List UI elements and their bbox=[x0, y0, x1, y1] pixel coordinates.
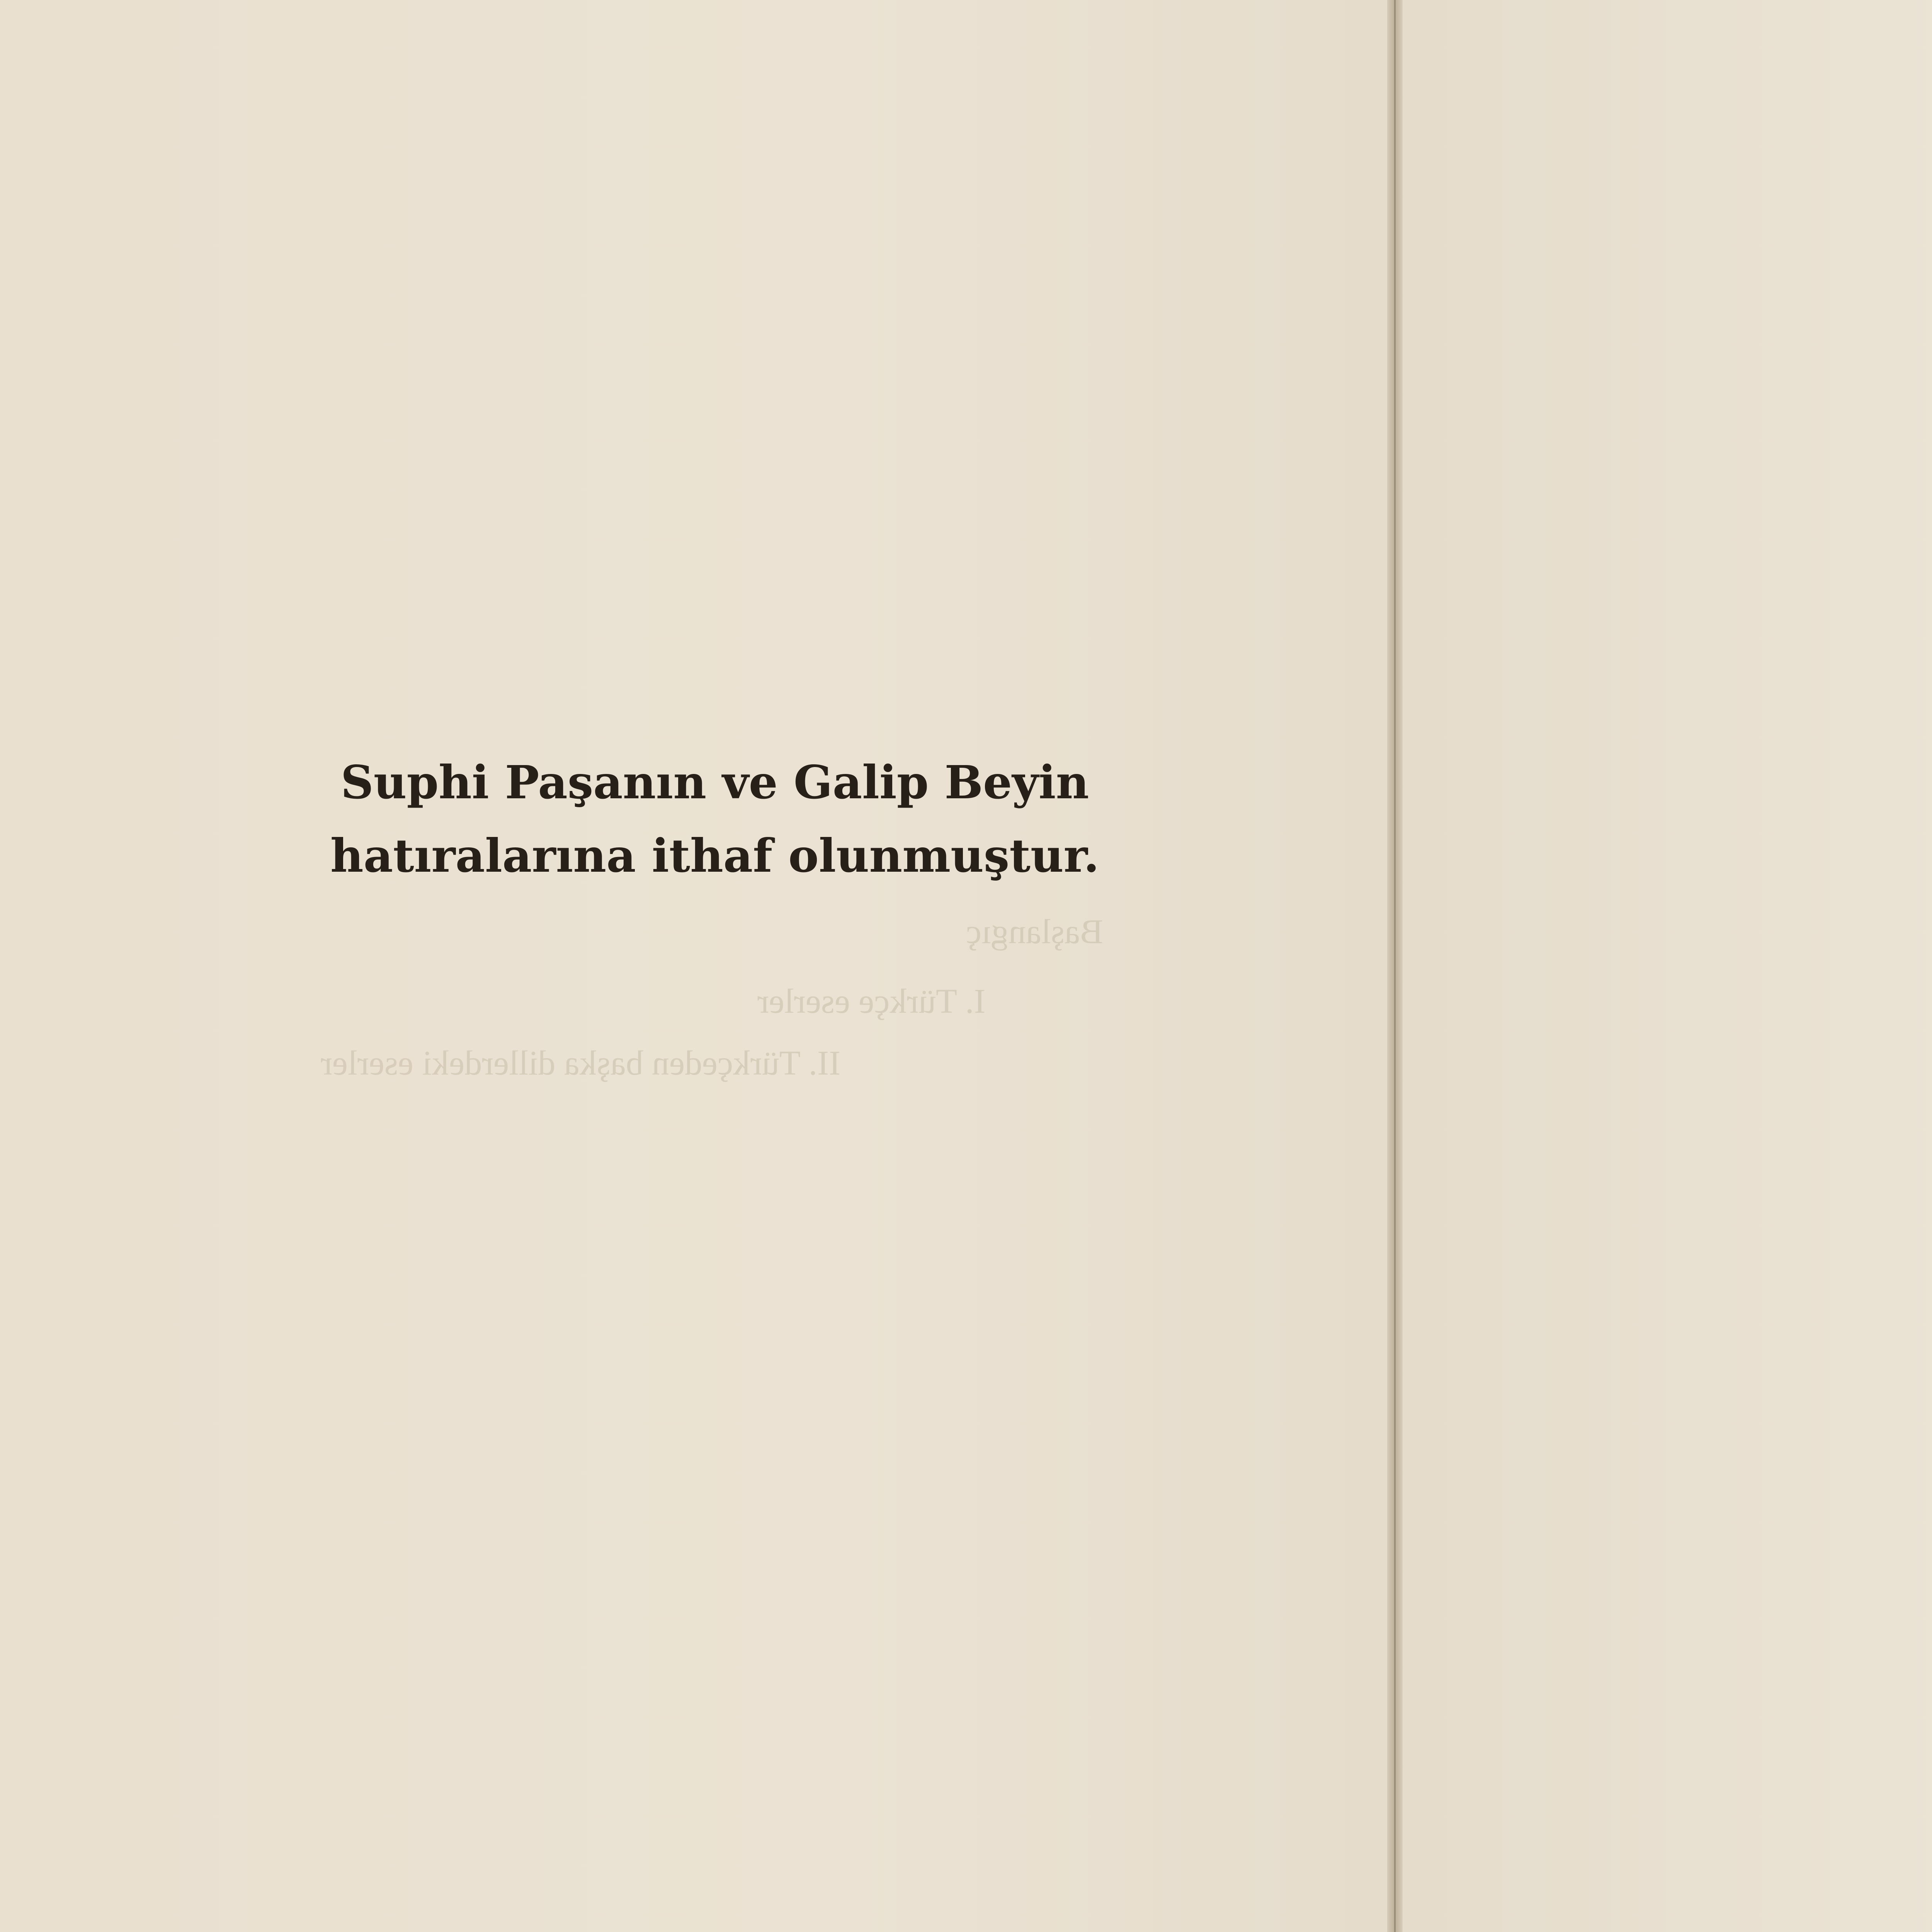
dedication-line-2: hatıralarına ithaf olunmuştur. bbox=[330, 829, 1100, 883]
bleed-through-heading: Başlangıç bbox=[966, 913, 1103, 951]
bleed-through-line-1: I. Türkçe eserler bbox=[757, 982, 986, 1020]
bleed-through-line-2: II. Türkçeden başka dillerdeki eserler bbox=[321, 1044, 841, 1082]
book-gutter bbox=[1387, 0, 1403, 1932]
dedication-line-1: Suphi Paşanın ve Galip Beyin bbox=[340, 755, 1089, 809]
dedication bbox=[270, 746, 1159, 893]
right-page bbox=[1403, 0, 1932, 1932]
binding-fold bbox=[1394, 0, 1396, 1932]
